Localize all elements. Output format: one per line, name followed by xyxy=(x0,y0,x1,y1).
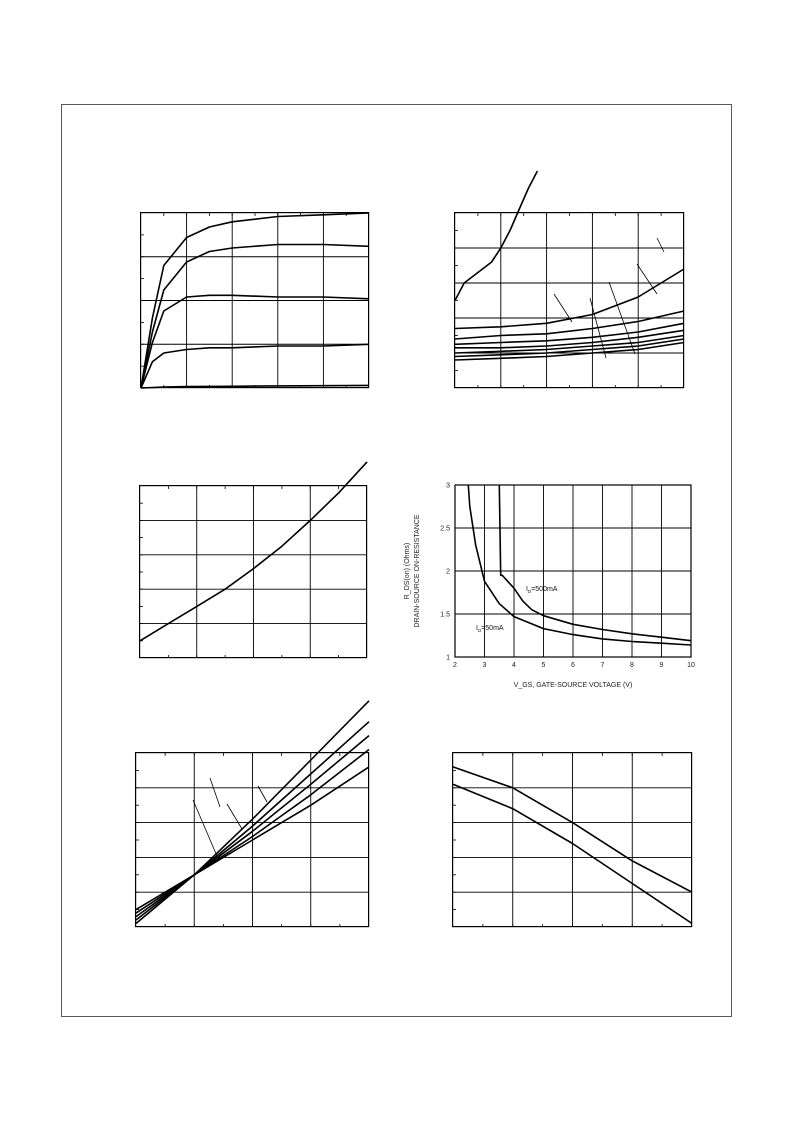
series-line-2 xyxy=(141,245,369,389)
series-line-3 xyxy=(141,295,369,388)
chart-gate-threshold-vs-temperature xyxy=(452,752,693,929)
leader-line xyxy=(227,804,242,829)
leader-line xyxy=(258,786,267,802)
annotation-500ma: $I_D=500mA$ xyxy=(526,586,558,594)
grid xyxy=(455,213,684,388)
leader-line xyxy=(657,238,664,252)
series-line-2 xyxy=(468,485,691,645)
x-tick-labels xyxy=(453,662,695,669)
y-tick-label: 2.5 xyxy=(440,525,450,533)
plot-area xyxy=(455,213,684,388)
chart-on-resistance-vs-drain-current xyxy=(454,212,685,390)
x-tick-label: 4 xyxy=(512,662,516,669)
series-line-1 xyxy=(499,485,691,641)
y-tick-label: 1.5 xyxy=(440,611,450,619)
leader-line xyxy=(193,800,217,856)
x-tick-label: 9 xyxy=(659,662,664,669)
chart-on-resistance-vs-gate-voltage xyxy=(404,478,704,693)
x-axis-label: V_GS, GATE-SOURCE VOLTAGE (V) xyxy=(513,682,633,689)
grid xyxy=(140,486,367,658)
y-axis-label-line1: R_DS(on) (Ohms) xyxy=(404,542,411,600)
y-tick-label: 1 xyxy=(446,654,450,662)
chart-output-characteristics xyxy=(140,212,370,390)
x-tick-label: 5 xyxy=(541,662,546,669)
leader-line xyxy=(210,778,220,807)
curves xyxy=(468,485,691,645)
x-tick-label: 7 xyxy=(600,662,605,669)
x-tick-label: 6 xyxy=(571,662,575,669)
x-tick-label: 2 xyxy=(453,662,457,669)
y-axis-label-line2: DRAIN-SOURCE ON-RESISTANCE xyxy=(414,514,421,628)
x-tick-label: 10 xyxy=(687,662,695,669)
annotation-50ma: $I_D=50mA$ xyxy=(476,625,504,633)
y-tick-label: 3 xyxy=(446,482,450,490)
y-tick-labels xyxy=(440,483,450,662)
leader-line xyxy=(637,264,657,294)
chart-transfer-characteristics xyxy=(135,752,370,929)
x-tick-label: 8 xyxy=(630,662,634,669)
y-tick-label: 2 xyxy=(446,568,450,576)
series-line-4 xyxy=(141,344,369,388)
chart-on-resistance-vs-temperature xyxy=(139,485,368,660)
grid xyxy=(141,213,369,388)
x-tick-label: 3 xyxy=(482,662,487,669)
